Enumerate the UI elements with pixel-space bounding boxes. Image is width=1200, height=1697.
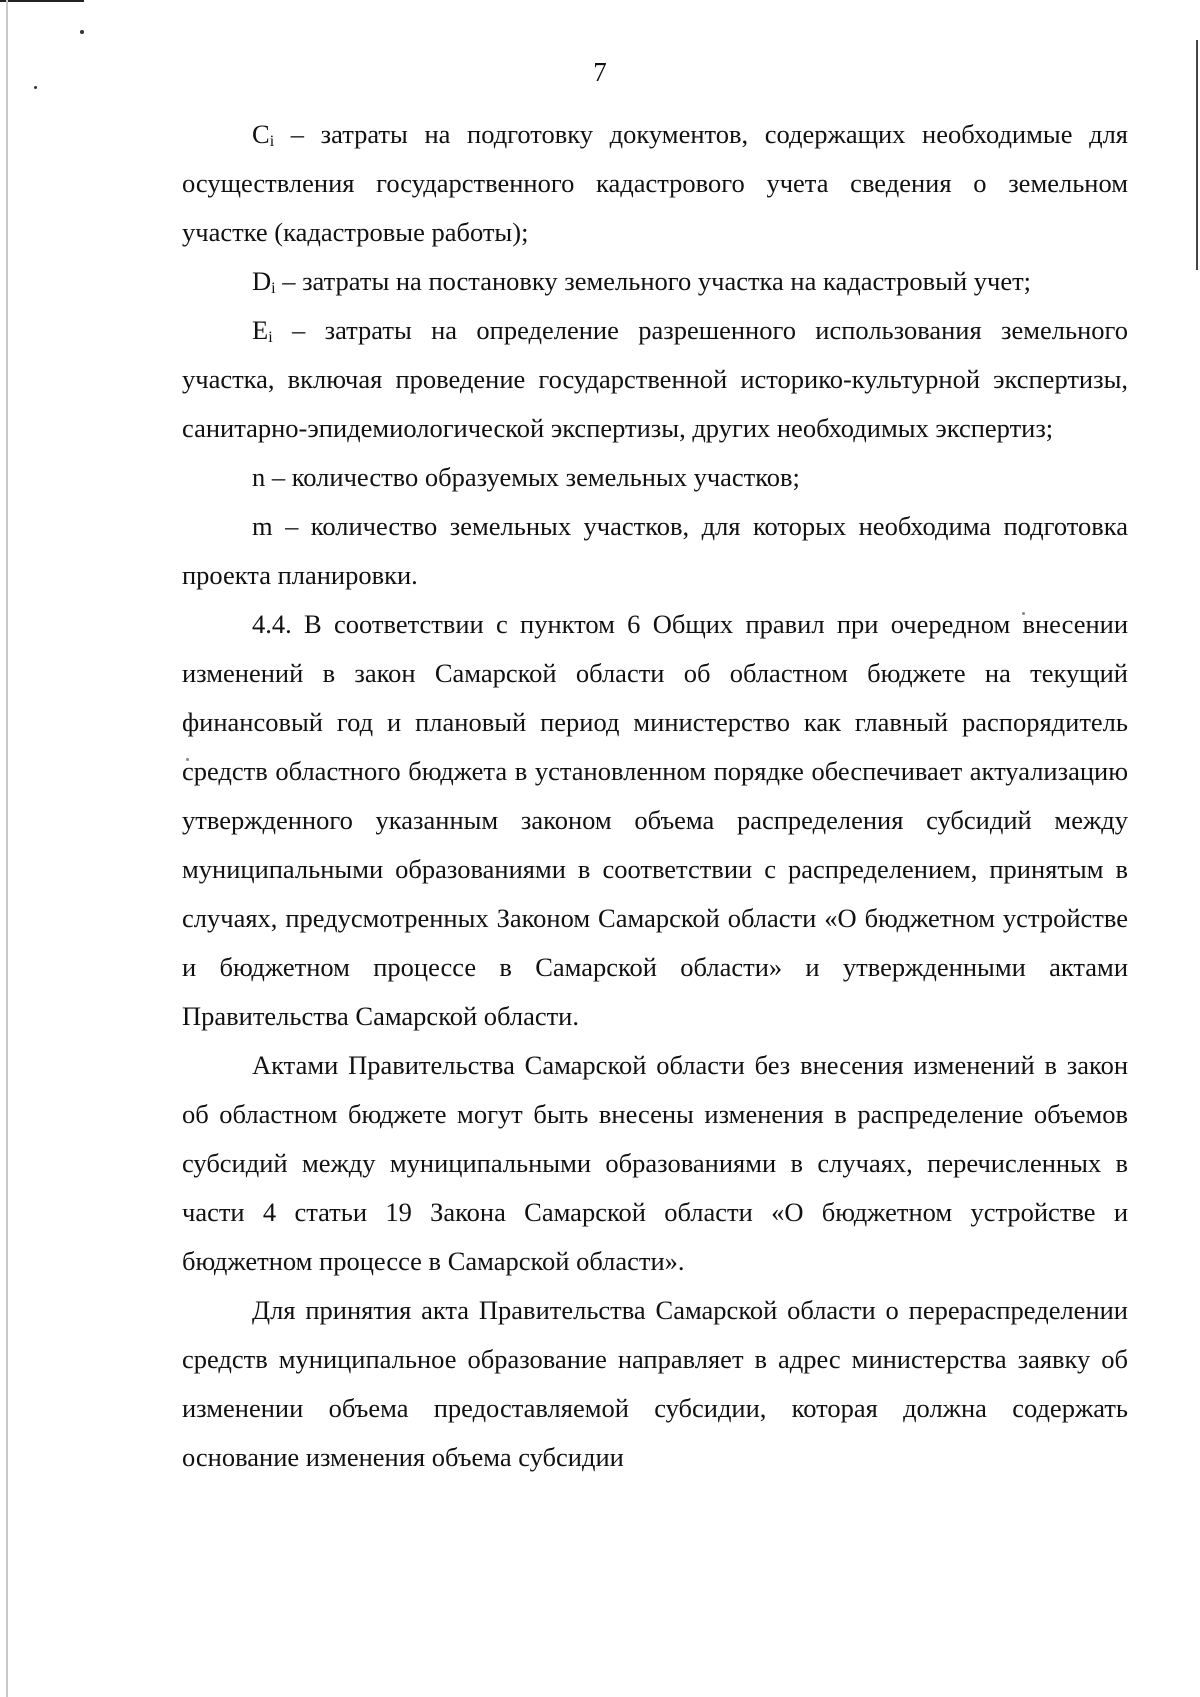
- paragraph-4-4: 4.4. В соответствии с пунктом 6 Общих правил при очередном внесении изменений в закон Самарской области об областном бюджете на текущий финансовый год и плановый период министерство как главный распорядитель средств областного бюджета в установленном порядке обеспечивает актуализацию утвержденного указанным законом объема распределения субсидий между муниципальными образованиями в соответствии с распределением, принятым в случаях, предусмотренных Законом Самарской области «О бюджетном устройстве и бюджетном процессе в Самарской области» и утвержденными актами Правительства Самарской области.: [182, 609, 1128, 1031]
- paragraph-cost-c: [182, 110, 1128, 257]
- paragraph-text: – затраты на подготовку документов, содержащих необходимые для осуществления государственного кадастрового учета сведения о земельном участке (кадастровые работы);: [182, 119, 1128, 247]
- variable-symbol: $D_i$: [252, 266, 276, 297]
- paragraph-cost-e: [182, 306, 1128, 453]
- scan-artifact-dot: [80, 30, 84, 34]
- scan-artifact-line: [0, 0, 84, 2]
- paragraph-n-definition: n – количество образуемых земельных участков;: [252, 462, 800, 492]
- paragraph-m-definition: m – количество земельных участков, для которых необходима подготовка проекта планировки.: [182, 511, 1128, 590]
- paragraph-government-acts: Актами Правительства Самарской области без внесения изменений в закон об областном бюджете могут быть внесены изменения в распределение объемов субсидий между муниципальными образованиями в случаях, перечисленных в части 4 статьи 19 Закона Самарской области «О бюджетном устройстве и бюджетном процессе в Самарской области».: [182, 1050, 1128, 1276]
- page-number: 7: [593, 57, 607, 87]
- variable-symbol: $C_i$: [252, 119, 275, 150]
- document-body: [182, 110, 1128, 1482]
- paragraph-text: – затраты на определение разрешенного использования земельного участка, включая проведение государственной историко-культурной экспертизы, санитарно-эпидемиологической экспертизы, других необходимых экспертиз;: [182, 315, 1128, 443]
- variable-symbol: $E_i$: [252, 315, 273, 346]
- scan-artifact-left-edge: [6, 0, 8, 1697]
- paragraph-cost-d: [182, 257, 1128, 306]
- paragraph-text: – затраты на постановку земельного участка на кадастровый учет;: [275, 266, 1032, 296]
- paragraph-redistribution-request: Для принятия акта Правительства Самарской области о перераспределении средств муниципальное образование направляет в адрес министерства заявку об изменении объема предоставляемой субсидии, которая должна содержать основание изменения объема субсидии: [182, 1295, 1128, 1472]
